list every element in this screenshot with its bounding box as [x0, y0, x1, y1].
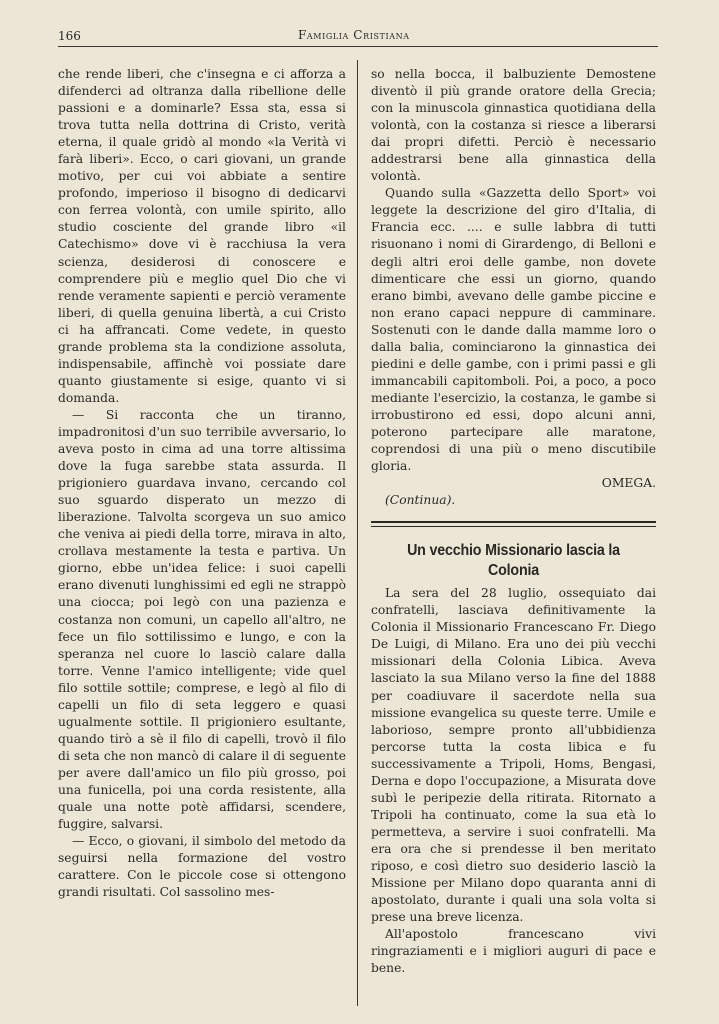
article-title: Un vecchio Missionario lascia la Colonia: [407, 542, 620, 580]
page-header: [58, 26, 658, 46]
page-number: 166: [58, 29, 81, 43]
section-rule: [371, 521, 656, 527]
paragraph: All'apostolo francescano vivi ringraziamenti e i migliori auguri di pace e bene.: [371, 927, 656, 976]
paragraph: so nella bocca, il balbuziente Demostene diventò il più grande oratore della Grecia; con la minuscola ginnastica quotidiana della volontà, con la costanza si riesce a liberarsi dai propri difetti. Perciò è necessario addestrarsi bene alla ginnastica della volontà.: [371, 67, 656, 184]
paragraph: Quando sulla «Gazzetta dello Sport» voi leggete la descrizione del giro d'Italia, di Francia ecc. .... e sulle labbra di tutti risuonano i nomi di Girardengo, di Belloni e degli altri eroi delle gambe, non dovete dimenticare che essi un giorno, quando erano bimbi, avevano delle gambe piccine e non erano capaci neppure di camminare. Sostenuti con le dande dalla mamme loro o dalla balia, cominciarono la ginnastica dei piedini e delle gambe, con i primi passi e gli immancabili capitomboli. Poi, a poco, a poco mediante l'esercizio, la costanza, le gambe si irrobustirono ed essi, dopo alcuni anni, poterono partecipare alle maratone, coprendosi di una più o meno discutibile gloria.: [371, 186, 656, 474]
left-column: [58, 66, 346, 901]
header-rule: [58, 46, 658, 47]
running-title: Famiglia Cristiana: [298, 28, 410, 42]
paragraph: che rende liberi, che c'insegna e ci afforza a difenderci ad oltranza dalla ribellione delle passioni e a dominarle? Essa sta, essa si trova tutta nella dottrina di Cristo, verità eterna, il quale gridò al mondo «la Verità vi farà liberi». Ecco, o cari giovani, un grande motivo, per cui voi abbiate a sentire profondo, imperioso il bisogno di dedicarvi con ferrea volontà, con umile spirito, allo studio cosciente del grande libro «il Catechismo» dove vi è racchiusa la vera scienza, desiderosi di conoscere e comprendere più e meglio quel Dio che vi rende veramente sapienti e perciò veramente liberi, di quella genuina libertà, a cui Cristo ci ha affrancati. Come vedete, in questo grande problema sta la condizione assoluta, indispensabile, affinchè voi possiate dare quanto giustamente si esige, quanto vi si domanda.: [58, 67, 346, 405]
column-divider: [357, 60, 358, 1006]
author-signature: OMEGA.: [601, 476, 656, 491]
paragraph: La sera del 28 luglio, ossequiato dai confratelli, lasciava definitivamente la Colonia il Missionario Francescano Fr. Diego De Luigi, di Milano. Era uno dei più vecchi missionari della Colonia Libica. Aveva lasciato la sua Milano verso la fine del 1888 per coadiuvare il sacerdote nella sua missione evangelica su queste terre. Umile e laborioso, sempre pronto all'ubbidienza percorse tutta la costa libica e fu successivamente a Tripoli, Homs, Bengasi, Derna e dopo l'occupazione, a Misurata dove subì le peripezie della ritirata. Ritornato a Tripoli ha continuato, come la sua età lo permetteva, a servire i suoi confratelli. Ma era ora che si prendesse il ben meritato riposo, e così dietro suo desiderio lasciò la Missione per Milano dopo quaranta anni di apostolato, durante i quali una sola volta si prese una breve licenza.: [371, 586, 656, 925]
paragraph: — Si racconta che un tiranno, impadronitosi d'un suo terribile avversario, lo aveva posto in cima ad una torre altissima dove la fuga sarebbe stata assurda. Il prigioniero guardava invano, cercando col suo sguardo disperato un mezzo di liberazione. Talvolta scorgeva un suo amico che veniva ai piedi della torre, mirava in alto, crollava mestamente la testa e partiva. Un giorno, ebbe un'idea felice: i suoi capelli erano divenuti lunghissimi ed egli ne strappò una ciocca; poi legò con una pazienza e costanza non comuni, un capello all'altro, ne fece un filo sottilissimo e lungo, e con la speranza nel cuore lo lasciò calare dalla torre. Venne l'amico intelligente; vide quel filo sottile sottile; comprese, e legò al filo di capelli un filo di seta leggero e quasi ugualmente sottile. Il prigioniero esultante, quando tirò a sè il filo di capelli, trovò il filo di seta che non mancò di calare il di seguente per avere dall'amico un filo più grosso, poi una funicella, poi una corda resistente, alla quale una notte potè affidarsi, scendere, fuggire, salvarsi.: [58, 407, 346, 832]
right-column: [371, 66, 656, 977]
paragraph: — Ecco, o giovani, il simbolo del metodo da seguirsi nella formazione del vostro carattere. Con le piccole cose si ottengono grandi risultati. Col sassolino mes-: [58, 834, 346, 900]
continued-note: (Continua).: [385, 493, 456, 508]
